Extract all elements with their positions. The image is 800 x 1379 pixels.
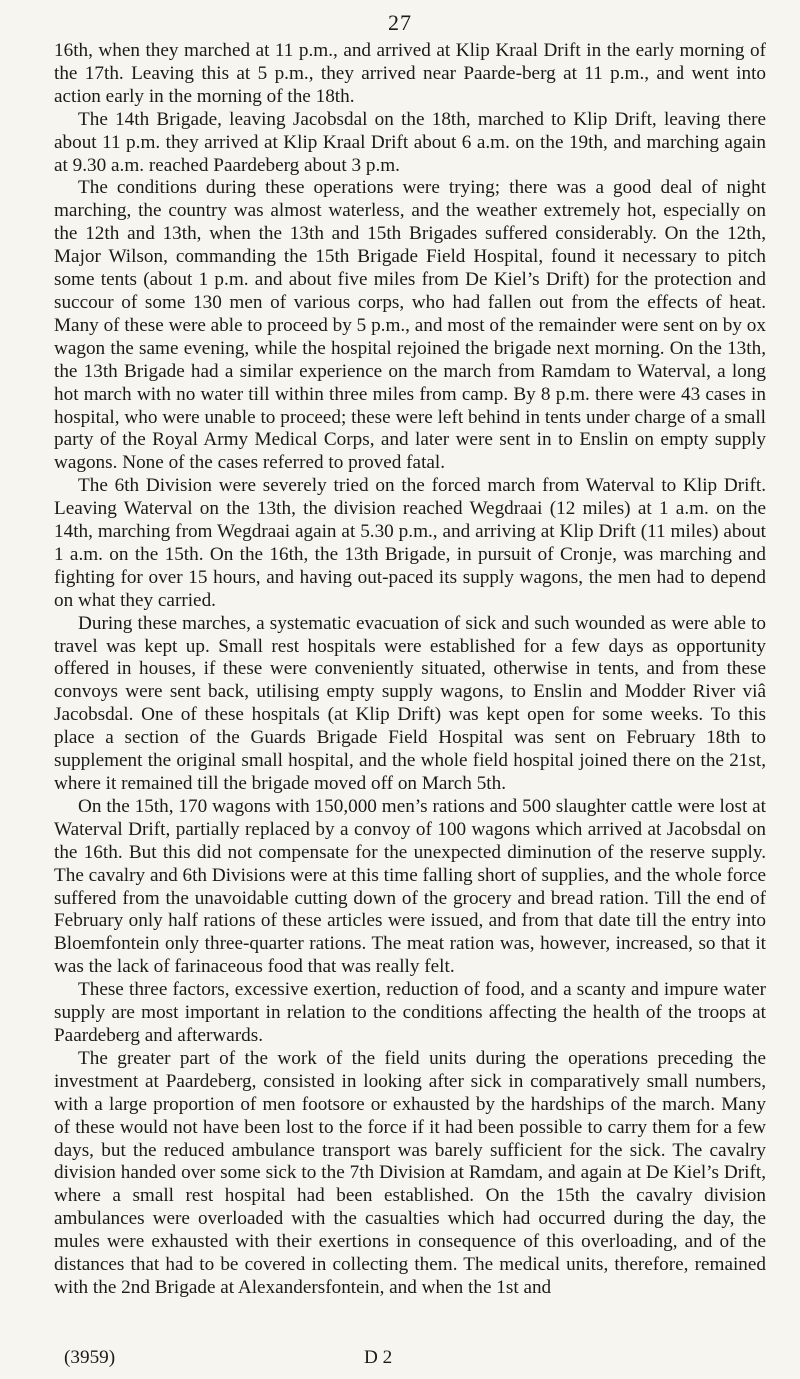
signature-mark: D 2 bbox=[364, 1347, 393, 1368]
paragraph-6: On the 15th, 170 wagons with 150,000 men’s rations and 500 slaughter cattle were lost at Waterval Drift, partially replaced by a convoy of 100 wagons which arrived at Jacobsdal on the 16th. But this did not compensate for the unexpected diminution of the reserve supply. The cavalry and 6th Divisions were at this time falling short of supplies, and the whole force suffered from the unavoidable cutting down of the grocery and bread ration. Till the end of February only half rations of these articles were issued, and from that date till the entry into Bloemfontein only three-quarter rations. The meat ration was, however, increased, so that it was the lack of farinaceous food that was really felt. bbox=[54, 795, 766, 978]
paragraph-1: 16th, when they marched at 11 p.m., and arrived at Klip Kraal Drift in the early morning of the 17th. Leaving this at 5 p.m., they arrived near Paarde-berg at 11 p.m., and went into action early in the morning of the 18th. bbox=[54, 40, 766, 107]
paragraph-4: The 6th Division were severely tried on the forced march from Waterval to Klip Drift. Leaving Waterval on the 13th, the division reached Wegdraai (12 miles) at 1 a.m. on the 14th, marching from Wegdraai again at 5.30 p.m., and arriving at Klip Drift (11 miles) about 1 a.m. on the 15th. On the 16th, the 13th Brigade, in pursuit of Cronje, was marching and fighting for over 15 hours, and having out-paced its supply wagons, the men had to depend on what they carried. bbox=[54, 475, 766, 611]
paragraph-3: The conditions during these operations were trying; there was a good deal of night marching, the country was almost waterless, and the weather extremely hot, especially on the 12th and 13th, when the 13th and 15th Brigades suffered considerably. On the 12th, Major Wilson, commanding the 15th Brigade Field Hospital, found it necessary to pitch some tents (about 1 p.m. and about five miles from De Kiel’s Drift) for the protection and succour of some 130 men of various corps, who had fallen out from the effects of heat. Many of these were able to proceed by 5 p.m., and most of the remainder were sent on by ox wagon the same evening, while the hospital rejoined the brigade next morning. On the 13th, the 13th Brigade had a similar experience on the march from Ramdam to Waterval, a long hot march with no water till within three miles from camp. By 8 p.m. there were 43 cases in hospital, who were unable to proceed; these were left behind in tents under charge of a small party of the Royal Army Medical Corps, and later were sent in to Enslin on empty supply wagons. None of the cases referred to proved fatal. bbox=[54, 177, 766, 474]
body-text bbox=[54, 40, 766, 1300]
page-footer bbox=[54, 1347, 766, 1371]
page-number: 27 bbox=[388, 10, 412, 35]
paragraph-5: During these marches, a systematic evacuation of sick and such wounded as were able to travel was kept up. Small rest hospitals were established for a few days as opportunity offered in houses, if these were conveniently situated, otherwise in tents, and from these convoys were sent back, utilising empty supply wagons, to Enslin and Modder River viâ Jacobsdal. One of these hospitals (at Klip Drift) was kept open for some weeks. To this place a section of the Guards Brigade Field Hospital was sent on February 18th to supplement the original small hospital, and the whole field hospital joined there on the 21st, where it remained till the brigade moved off on March 5th. bbox=[54, 612, 766, 794]
paragraph-7: These three factors, excessive exertion, reduction of food, and a scanty and impure water supply are most important in relation to the conditions affecting the health of the troops at Paardeberg and afterwards. bbox=[54, 979, 766, 1046]
paragraph-8: The greater part of the work of the field units during the operations preceding the investment at Paardeberg, consisted in looking after sick in comparatively small numbers, with a large proportion of men footsore or exhausted by the hardships of the march. Many of these would not have been lost to the force if it had been possible to carry them for a few days, but the reduced ambulance transport was barely sufficient for the sick. The cavalry division handed over some sick to the 7th Division at Ramdam, and again at De Kiel’s Drift, where a small rest hospital had been established. On the 15th the cavalry division ambulances were overloaded with the casualties which had occurred during the day, the mules were exhausted with their exertions in consequence of this overloading, and of the distances that had to be covered in collecting them. The medical units, therefore, remained with the 2nd Brigade at Alexandersfontein, and when the 1st and bbox=[54, 1047, 766, 1298]
print-code: (3959) bbox=[64, 1347, 116, 1368]
paragraph-2: The 14th Brigade, leaving Jacobsdal on the 18th, marched to Klip Drift, leaving there about 11 p.m. they arrived at Klip Kraal Drift about 6 a.m. on the 19th, and marching again at 9.30 a.m. reached Paardeberg about 3 p.m. bbox=[54, 108, 766, 176]
